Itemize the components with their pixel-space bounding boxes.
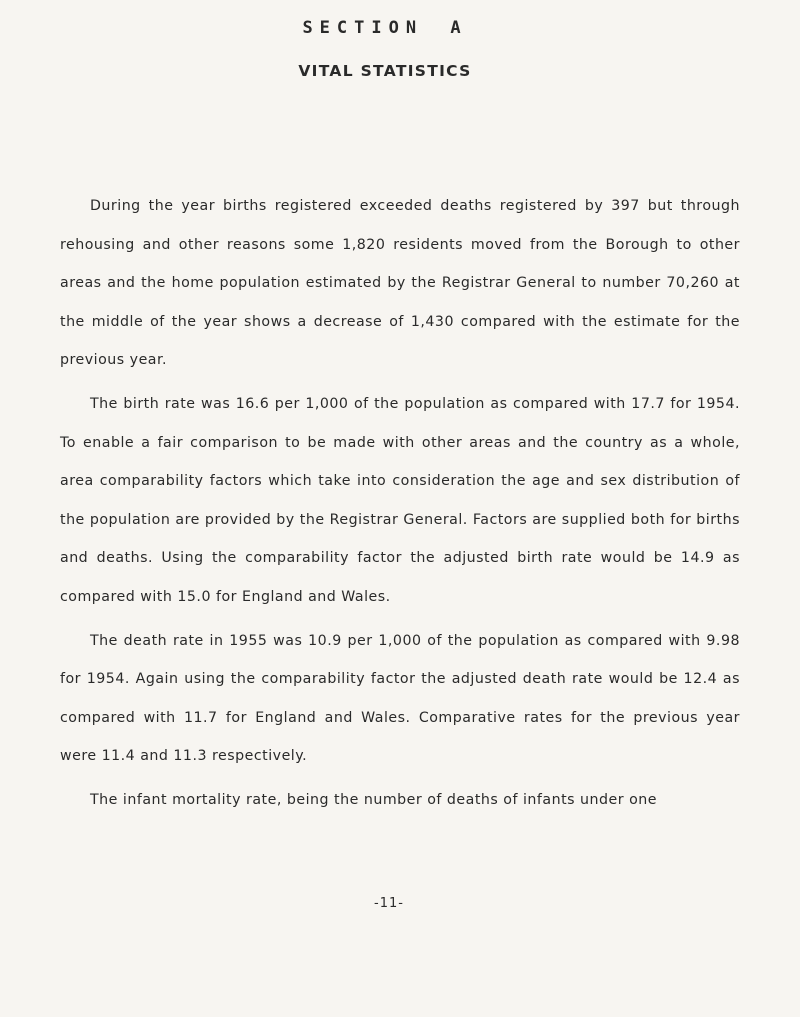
page-number: -11- (374, 896, 404, 911)
body-text (60, 187, 740, 820)
sub-heading: VITAL STATISTICS (298, 62, 472, 80)
paragraph-birth-rate: The birth rate was 16.6 per 1,000 of the population as compared with 17.7 for 1954. To enable a fair comparison to be made with other areas and the country as a whole, area comparability factors which take into consideration the age and sex distribution of the population are provided by the Registrar General. Factors are supplied both for births and deaths. Using the comparability factor the adjusted birth rate would be 14.9 as compared with 15.0 for England and Wales. (60, 395, 740, 605)
paragraph-infant-mortality: The infant mortality rate, being the number of deaths of infants under one (90, 791, 658, 808)
section-heading: SECTION A (302, 18, 468, 38)
paragraph-death-rate: The death rate in 1955 was 10.9 per 1,000 of the population as compared with 9.98 for 1954. Again using the comparability factor the adjusted death rate would be 12.4 as compared with 11.7 for England and Wales. Comparative rates for the previous year were 11.4 and 11.3 respectively. (60, 632, 740, 765)
paragraph-population: During the year births registered exceeded deaths registered by 397 but through rehousing and other reasons some 1,820 residents moved from the Borough to other areas and the home population estimated by the Registrar General to number 70,260 at the middle of the year shows a decrease of 1,430 compared with the estimate for the previous year. (60, 198, 740, 369)
